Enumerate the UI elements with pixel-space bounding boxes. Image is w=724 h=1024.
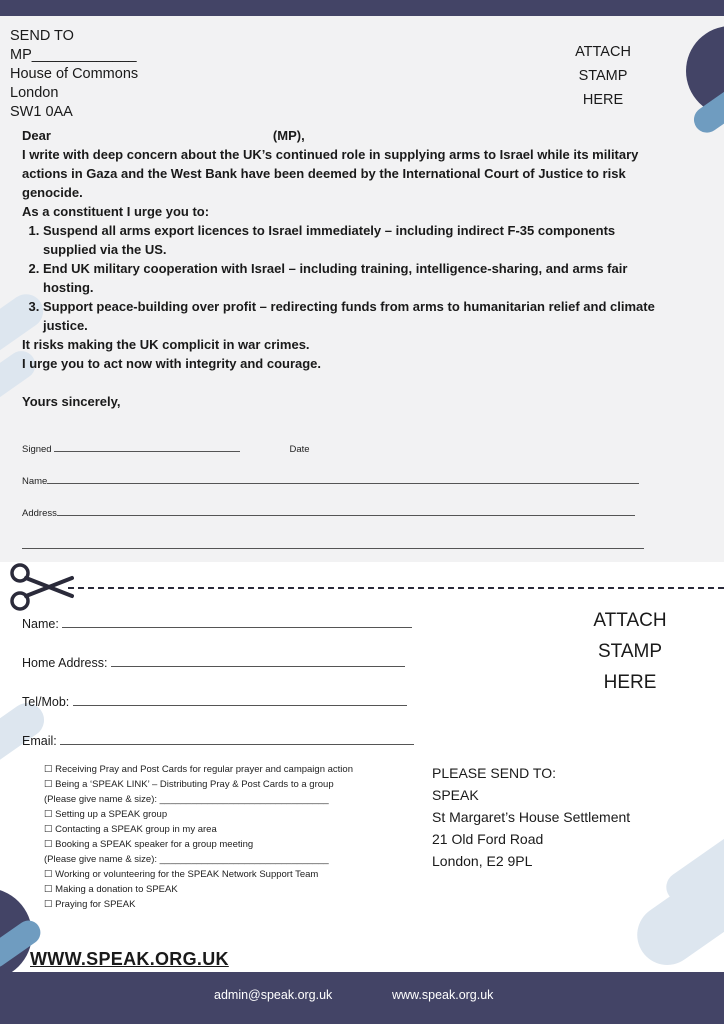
website-link[interactable]: WWW.SPEAK.ORG.UK [30, 949, 229, 969]
postcode: SW1 0AA [10, 104, 73, 120]
form-tel-label: Tel/Mob: [22, 695, 70, 709]
form-home-address-label: Home Address: [22, 656, 108, 670]
list-item: 3. Support peace-building over profit – redirecting funds from arms to humanitarian relief and climate justice. [43, 297, 672, 335]
name-field[interactable] [47, 483, 639, 484]
address-field-line-2[interactable] [22, 548, 644, 549]
date-label: Date [289, 444, 310, 455]
demands-list [22, 221, 672, 335]
list-item: 1. Suspend all arms export licences to Israel immediately – including indirect F-35 components supplied via the US. [43, 221, 672, 259]
act-line: I urge you to act now with integrity and courage. [22, 356, 322, 371]
address-line-2: London [10, 85, 59, 101]
salutation: Dear [22, 128, 51, 143]
stamp-label: STAMP [578, 68, 628, 84]
stamp-label: STAMP [597, 641, 663, 662]
top-bar [0, 0, 724, 16]
address-line-1: House of Commons [10, 66, 139, 82]
stamp-box-bottom [575, 605, 685, 698]
address-field[interactable] [57, 515, 635, 516]
intro-paragraph: I write with deep concern about the UK’s continued role in supplying arms to Israel while its military actions in Gaza and the West Bank have been deemed by the International Court of Justice to risk genocide. [22, 147, 639, 200]
send-to-address [10, 27, 138, 122]
stamp-label: HERE [582, 92, 624, 108]
mp-suffix: (MP), [272, 128, 305, 143]
form-email-field[interactable] [60, 744, 414, 745]
mp-line: MP_____________ [10, 47, 137, 63]
stamp-box-top [560, 40, 646, 112]
return-line: SPEAK [432, 787, 479, 803]
footer-website-link[interactable]: www.speak.org.uk [392, 988, 494, 1002]
stamp-label: HERE [603, 672, 657, 693]
signed-label: Signed [22, 444, 52, 455]
address-label: Address [22, 508, 57, 519]
stamp-label: ATTACH [593, 610, 667, 631]
list-item: 2. End UK military cooperation with Israel – including training, intelligence-sharing, and arms fair hosting. [43, 259, 672, 297]
options-list [44, 762, 374, 912]
letter-body [22, 126, 672, 411]
risk-line: It risks making the UK complicit in war crimes. [22, 337, 310, 352]
return-line: London, E2 9PL [432, 853, 533, 869]
return-line: St Margaret’s House Settlement [432, 809, 631, 825]
form-home-address-field[interactable] [111, 666, 405, 667]
option-checkbox[interactable]: ☐ Contacting a SPEAK group in my area [44, 824, 217, 835]
option-checkbox[interactable]: ☐ Making a donation to SPEAK [44, 884, 178, 895]
option-checkbox[interactable]: ☐ Receiving Pray and Post Cards for regular prayer and campaign action [44, 764, 353, 775]
option-checkbox[interactable]: ☐ Setting up a SPEAK group [44, 809, 168, 820]
closing: Yours sincerely, [22, 394, 121, 409]
return-address [432, 762, 630, 872]
footer-email-link[interactable]: admin@speak.org.uk [214, 988, 333, 1002]
footer-bar [0, 972, 724, 1024]
option-checkbox[interactable]: ☐ Praying for SPEAK [44, 899, 136, 910]
option-checkbox[interactable]: ☐ Booking a SPEAK speaker for a group meeting [44, 839, 254, 850]
form-email-label: Email: [22, 734, 57, 748]
form-name-label: Name: [22, 617, 59, 631]
option-detail[interactable]: (Please give name & size): ________________________________ [44, 794, 329, 805]
send-to-heading: SEND TO [10, 28, 74, 44]
option-detail[interactable]: (Please give name & size): ________________________________ [44, 854, 329, 865]
stamp-label: ATTACH [575, 44, 631, 60]
signed-field[interactable] [54, 451, 240, 452]
scissors-icon [8, 563, 74, 611]
cut-line [68, 587, 724, 589]
return-heading: PLEASE SEND TO: [432, 765, 556, 781]
form-name-field[interactable] [62, 627, 412, 628]
return-line: 21 Old Ford Road [432, 831, 544, 847]
option-checkbox[interactable]: ☐ Working or volunteering for the SPEAK Network Support Team [44, 869, 319, 880]
name-label: Name [22, 476, 48, 487]
urge-line: As a constituent I urge you to: [22, 204, 210, 219]
option-checkbox[interactable]: ☐ Being a ‘SPEAK LINK’ – Distributing Pray & Post Cards to a group [44, 779, 334, 790]
form-tel-field[interactable] [73, 705, 407, 706]
